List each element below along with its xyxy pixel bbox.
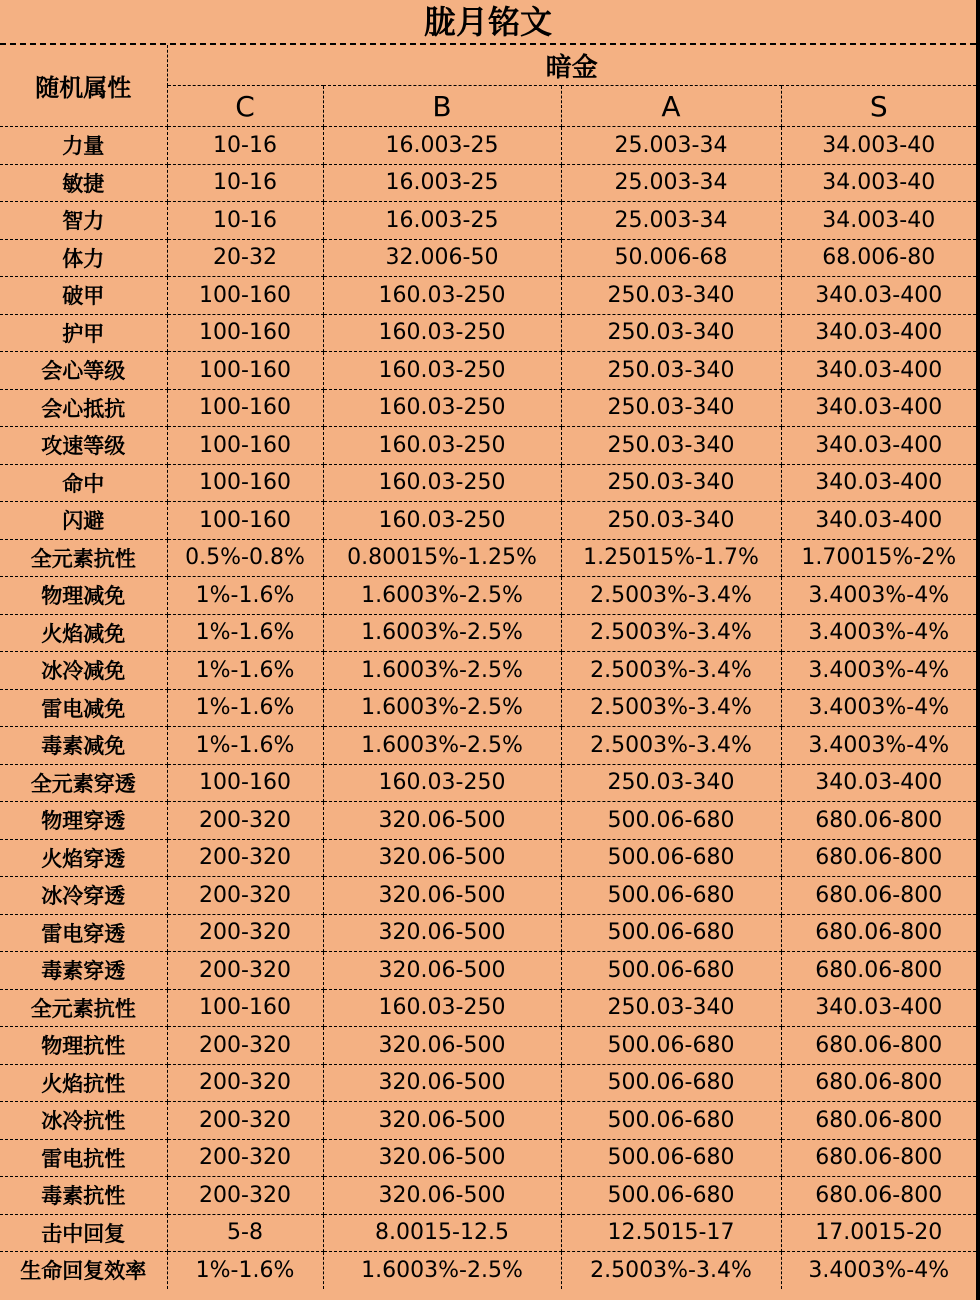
grade-c-value: 200-320 <box>167 877 323 915</box>
grade-a-value: 25.003-34 <box>561 202 781 240</box>
grade-b-value: 160.03-250 <box>323 314 561 352</box>
table-row <box>0 952 976 990</box>
grade-b-value: 1.6003%-2.5% <box>323 614 561 652</box>
grade-c-value: 10-16 <box>167 164 323 202</box>
grade-b-value: 320.06-500 <box>323 952 561 990</box>
table-body <box>0 127 976 1289</box>
grade-c-value: 100-160 <box>167 352 323 390</box>
attribute-name: 毒素减免 <box>0 727 167 765</box>
grade-s-value: 340.03-400 <box>781 464 976 502</box>
grade-a-value: 250.03-340 <box>561 427 781 465</box>
grade-b-value: 320.06-500 <box>323 877 561 915</box>
grade-a-value: 250.03-340 <box>561 352 781 390</box>
grade-a-value: 500.06-680 <box>561 1177 781 1215</box>
grade-c-value: 100-160 <box>167 427 323 465</box>
attribute-table <box>0 45 976 1289</box>
grade-b-value: 320.06-500 <box>323 1064 561 1102</box>
grade-a-value: 500.06-680 <box>561 877 781 915</box>
dark-gold-header: 暗金 <box>167 45 976 86</box>
grade-b-value: 1.6003%-2.5% <box>323 689 561 727</box>
attribute-name: 力量 <box>0 127 167 165</box>
grade-c-value: 1%-1.6% <box>167 652 323 690</box>
attribute-name: 全元素抗性 <box>0 989 167 1027</box>
grade-c-value: 100-160 <box>167 464 323 502</box>
grade-s-value: 680.06-800 <box>781 839 976 877</box>
grade-c-value: 200-320 <box>167 1064 323 1102</box>
grade-c-value: 1%-1.6% <box>167 1252 323 1289</box>
grade-a-value: 250.03-340 <box>561 764 781 802</box>
attribute-name: 全元素抗性 <box>0 539 167 577</box>
grade-a-header: A <box>561 86 781 127</box>
grade-s-value: 680.06-800 <box>781 1064 976 1102</box>
grade-a-value: 500.06-680 <box>561 914 781 952</box>
table-row <box>0 1214 976 1252</box>
table-row <box>0 314 976 352</box>
grade-c-value: 100-160 <box>167 314 323 352</box>
grade-c-value: 100-160 <box>167 277 323 315</box>
table-row <box>0 352 976 390</box>
grade-c-value: 10-16 <box>167 127 323 165</box>
attribute-name: 生命回复效率 <box>0 1252 167 1289</box>
grade-s-header: S <box>781 86 976 127</box>
table-row <box>0 914 976 952</box>
grade-b-value: 16.003-25 <box>323 202 561 240</box>
table-header <box>0 45 976 127</box>
attribute-name: 雷电抗性 <box>0 1139 167 1177</box>
table-row <box>0 727 976 765</box>
right-edge-divider <box>976 0 980 1300</box>
table-row <box>0 389 976 427</box>
grade-a-value: 25.003-34 <box>561 164 781 202</box>
grade-a-value: 500.06-680 <box>561 1139 781 1177</box>
attribute-name: 火焰减免 <box>0 614 167 652</box>
grade-s-value: 3.4003%-4% <box>781 652 976 690</box>
grade-s-value: 3.4003%-4% <box>781 689 976 727</box>
table-row <box>0 577 976 615</box>
grade-b-value: 160.03-250 <box>323 989 561 1027</box>
table-row <box>0 1064 976 1102</box>
attribute-name: 命中 <box>0 464 167 502</box>
grade-c-value: 200-320 <box>167 1139 323 1177</box>
attribute-name: 会心等级 <box>0 352 167 390</box>
grade-a-value: 2.5003%-3.4% <box>561 1252 781 1289</box>
grade-s-value: 340.03-400 <box>781 389 976 427</box>
grade-b-value: 320.06-500 <box>323 1139 561 1177</box>
grade-b-value: 320.06-500 <box>323 914 561 952</box>
grade-s-value: 340.03-400 <box>781 764 976 802</box>
grade-a-value: 2.5003%-3.4% <box>561 577 781 615</box>
attribute-name: 火焰抗性 <box>0 1064 167 1102</box>
grade-s-value: 68.006-80 <box>781 239 976 277</box>
grade-b-value: 16.003-25 <box>323 164 561 202</box>
attribute-name: 雷电减免 <box>0 689 167 727</box>
grade-s-value: 3.4003%-4% <box>781 727 976 765</box>
grade-c-value: 10-16 <box>167 202 323 240</box>
table-row <box>0 1102 976 1140</box>
grade-a-value: 12.5015-17 <box>561 1214 781 1252</box>
grade-b-value: 320.06-500 <box>323 1027 561 1065</box>
grade-b-value: 8.0015-12.5 <box>323 1214 561 1252</box>
grade-b-value: 160.03-250 <box>323 502 561 540</box>
grade-a-value: 1.25015%-1.7% <box>561 539 781 577</box>
grade-a-value: 250.03-340 <box>561 277 781 315</box>
grade-b-value: 160.03-250 <box>323 277 561 315</box>
grade-s-value: 340.03-400 <box>781 277 976 315</box>
table-row <box>0 202 976 240</box>
grade-a-value: 500.06-680 <box>561 802 781 840</box>
grade-a-value: 250.03-340 <box>561 502 781 540</box>
grade-b-value: 320.06-500 <box>323 1102 561 1140</box>
table-row <box>0 764 976 802</box>
table-row <box>0 614 976 652</box>
grade-s-value: 680.06-800 <box>781 1139 976 1177</box>
table-row <box>0 427 976 465</box>
grade-a-value: 2.5003%-3.4% <box>561 652 781 690</box>
table-row <box>0 652 976 690</box>
page-title: 胧月铭文 <box>0 0 976 45</box>
grade-c-value: 5-8 <box>167 1214 323 1252</box>
attribute-name: 攻速等级 <box>0 427 167 465</box>
grade-s-value: 680.06-800 <box>781 914 976 952</box>
grade-c-value: 100-160 <box>167 989 323 1027</box>
grade-a-value: 2.5003%-3.4% <box>561 727 781 765</box>
grade-b-value: 160.03-250 <box>323 427 561 465</box>
grade-c-value: 1%-1.6% <box>167 727 323 765</box>
grade-c-value: 1%-1.6% <box>167 689 323 727</box>
table-row <box>0 1252 976 1289</box>
attribute-name: 闪避 <box>0 502 167 540</box>
grade-s-value: 3.4003%-4% <box>781 577 976 615</box>
table-row <box>0 539 976 577</box>
grade-b-value: 160.03-250 <box>323 352 561 390</box>
attribute-name: 物理穿透 <box>0 802 167 840</box>
attribute-name: 全元素穿透 <box>0 764 167 802</box>
grade-c-value: 0.5%-0.8% <box>167 539 323 577</box>
grade-b-header: B <box>323 86 561 127</box>
grade-a-value: 25.003-34 <box>561 127 781 165</box>
grade-a-value: 500.06-680 <box>561 1064 781 1102</box>
attribute-name: 雷电穿透 <box>0 914 167 952</box>
grade-b-value: 16.003-25 <box>323 127 561 165</box>
attribute-name: 护甲 <box>0 314 167 352</box>
table-row <box>0 989 976 1027</box>
grade-s-value: 680.06-800 <box>781 952 976 990</box>
table-row <box>0 1177 976 1215</box>
grade-a-value: 250.03-340 <box>561 314 781 352</box>
table-row <box>0 127 976 165</box>
grade-c-value: 100-160 <box>167 389 323 427</box>
attribute-name: 会心抵抗 <box>0 389 167 427</box>
table-row <box>0 502 976 540</box>
table-row <box>0 802 976 840</box>
grade-s-value: 1.70015%-2% <box>781 539 976 577</box>
grade-c-value: 1%-1.6% <box>167 614 323 652</box>
grade-c-header: C <box>167 86 323 127</box>
grade-s-value: 3.4003%-4% <box>781 1252 976 1289</box>
grade-b-value: 1.6003%-2.5% <box>323 652 561 690</box>
grade-s-value: 340.03-400 <box>781 352 976 390</box>
grade-a-value: 250.03-340 <box>561 389 781 427</box>
grade-s-value: 34.003-40 <box>781 164 976 202</box>
grade-c-value: 100-160 <box>167 764 323 802</box>
grade-s-value: 680.06-800 <box>781 802 976 840</box>
attribute-name: 敏捷 <box>0 164 167 202</box>
grade-b-value: 1.6003%-2.5% <box>323 727 561 765</box>
grade-b-value: 0.80015%-1.25% <box>323 539 561 577</box>
grade-b-value: 1.6003%-2.5% <box>323 577 561 615</box>
attribute-name: 毒素穿透 <box>0 952 167 990</box>
grade-c-value: 200-320 <box>167 1027 323 1065</box>
grade-a-value: 2.5003%-3.4% <box>561 689 781 727</box>
grade-s-value: 34.003-40 <box>781 127 976 165</box>
grade-b-value: 160.03-250 <box>323 389 561 427</box>
attribute-name: 击中回复 <box>0 1214 167 1252</box>
table-row <box>0 464 976 502</box>
grade-c-value: 200-320 <box>167 952 323 990</box>
attribute-name: 冰冷减免 <box>0 652 167 690</box>
attribute-name: 物理减免 <box>0 577 167 615</box>
attribute-name: 破甲 <box>0 277 167 315</box>
table-row <box>0 1027 976 1065</box>
grade-a-value: 500.06-680 <box>561 1027 781 1065</box>
grade-b-value: 160.03-250 <box>323 464 561 502</box>
attribute-name: 智力 <box>0 202 167 240</box>
grade-c-value: 200-320 <box>167 839 323 877</box>
grade-s-value: 340.03-400 <box>781 989 976 1027</box>
grade-a-value: 500.06-680 <box>561 952 781 990</box>
grade-a-value: 50.006-68 <box>561 239 781 277</box>
attribute-name: 火焰穿透 <box>0 839 167 877</box>
grade-c-value: 20-32 <box>167 239 323 277</box>
attribute-name: 体力 <box>0 239 167 277</box>
grade-b-value: 320.06-500 <box>323 802 561 840</box>
table-row <box>0 277 976 315</box>
table-row <box>0 164 976 202</box>
grade-s-value: 340.03-400 <box>781 314 976 352</box>
grade-b-value: 320.06-500 <box>323 1177 561 1215</box>
grade-s-value: 680.06-800 <box>781 1102 976 1140</box>
grade-s-value: 340.03-400 <box>781 427 976 465</box>
table-row <box>0 689 976 727</box>
attribute-name: 毒素抗性 <box>0 1177 167 1215</box>
grade-c-value: 200-320 <box>167 1102 323 1140</box>
grade-c-value: 200-320 <box>167 802 323 840</box>
table-row <box>0 1139 976 1177</box>
random-attribute-header: 随机属性 <box>0 45 167 127</box>
grade-a-value: 2.5003%-3.4% <box>561 614 781 652</box>
grade-s-value: 17.0015-20 <box>781 1214 976 1252</box>
table-row <box>0 839 976 877</box>
attribute-name: 物理抗性 <box>0 1027 167 1065</box>
table-row <box>0 877 976 915</box>
grade-s-value: 3.4003%-4% <box>781 614 976 652</box>
grade-c-value: 1%-1.6% <box>167 577 323 615</box>
grade-c-value: 100-160 <box>167 502 323 540</box>
grade-a-value: 250.03-340 <box>561 989 781 1027</box>
grade-b-value: 160.03-250 <box>323 764 561 802</box>
grade-s-value: 680.06-800 <box>781 1027 976 1065</box>
grade-c-value: 200-320 <box>167 914 323 952</box>
grade-b-value: 1.6003%-2.5% <box>323 1252 561 1289</box>
grade-s-value: 680.06-800 <box>781 877 976 915</box>
grade-a-value: 250.03-340 <box>561 464 781 502</box>
grade-b-value: 32.006-50 <box>323 239 561 277</box>
attribute-name: 冰冷抗性 <box>0 1102 167 1140</box>
grade-b-value: 320.06-500 <box>323 839 561 877</box>
grade-a-value: 500.06-680 <box>561 839 781 877</box>
grade-a-value: 500.06-680 <box>561 1102 781 1140</box>
grade-c-value: 200-320 <box>167 1177 323 1215</box>
grade-s-value: 340.03-400 <box>781 502 976 540</box>
grade-s-value: 680.06-800 <box>781 1177 976 1215</box>
table-row <box>0 239 976 277</box>
attribute-name: 冰冷穿透 <box>0 877 167 915</box>
grade-s-value: 34.003-40 <box>781 202 976 240</box>
